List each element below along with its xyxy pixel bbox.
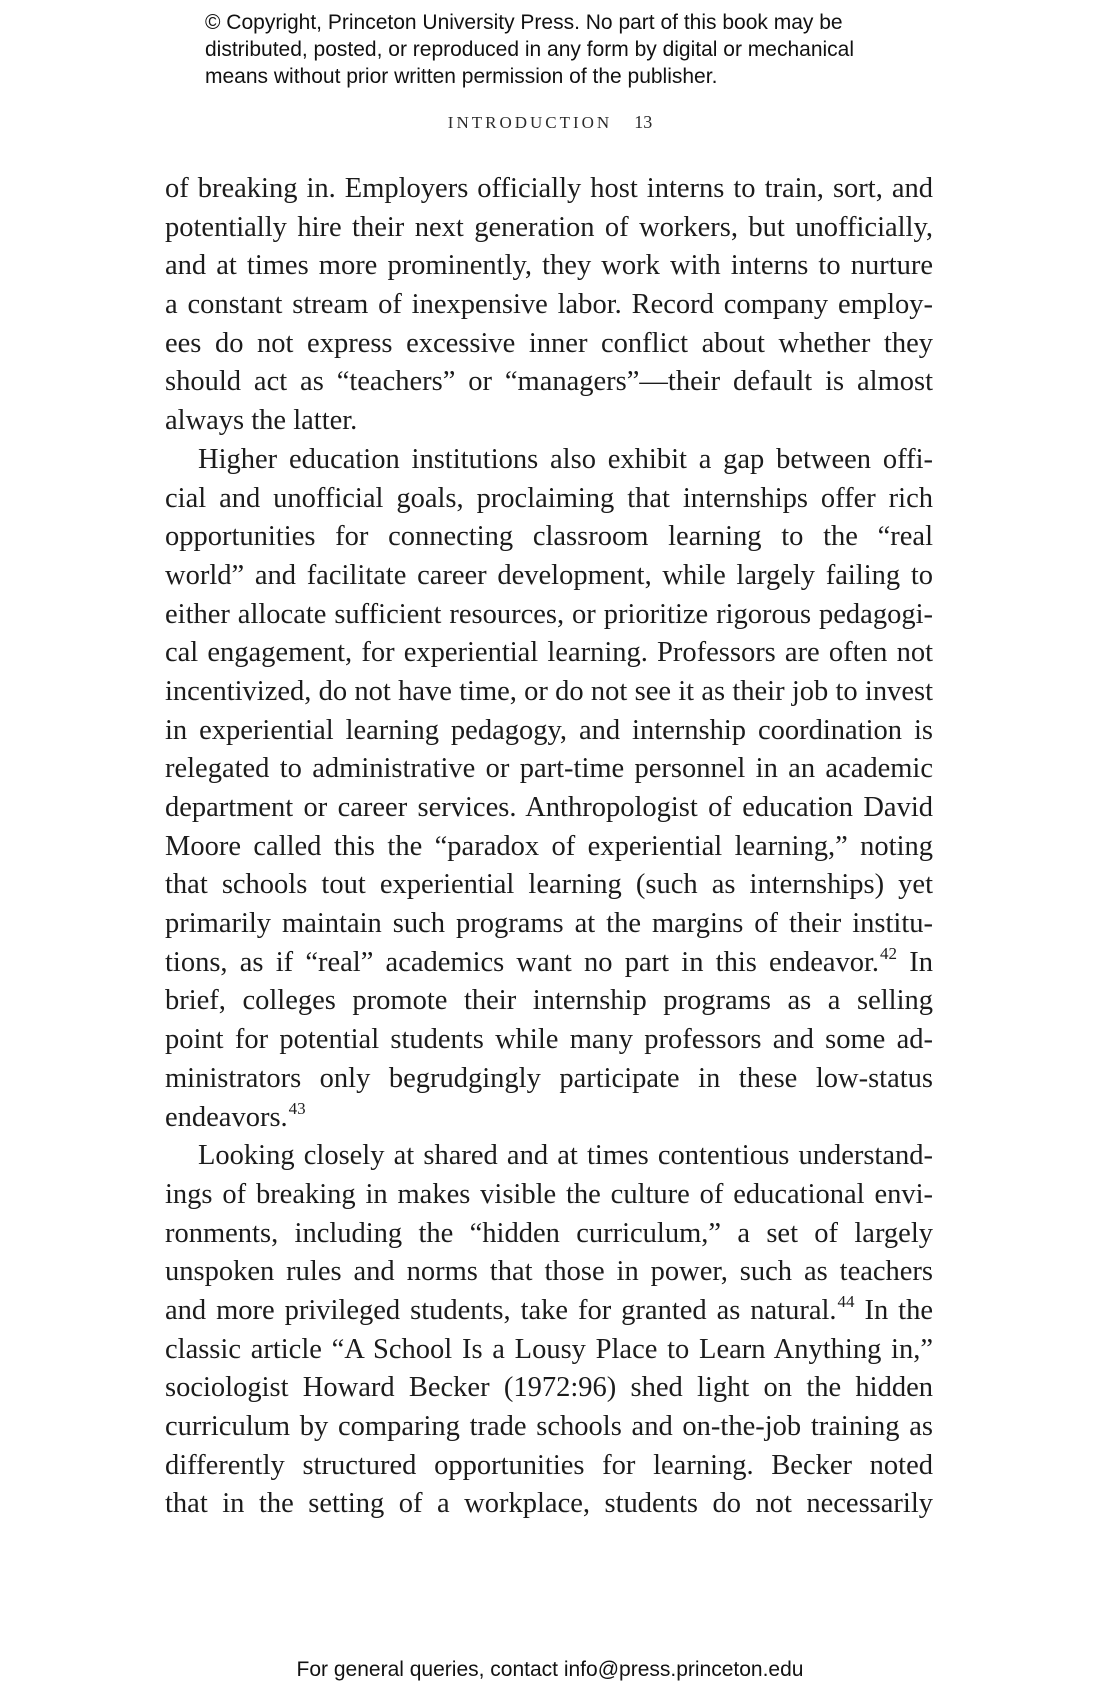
page-number: 13 — [634, 112, 653, 132]
text-line: sociologist Howard Becker (1972:96) shed light on the hidden — [165, 1372, 933, 1404]
text-line: relegated to administrative or part-time personnel in an academic — [165, 753, 933, 785]
text-line: opportunities for connecting classroom learning to the “real — [165, 521, 933, 553]
text-line-with-footnote — [165, 1099, 933, 1138]
text-line: incentivized, do not have time, or do not see it as their job to invest — [165, 675, 933, 707]
text-line: unspoken rules and norms that those in power, such as teachers — [165, 1256, 933, 1288]
text-line: Moore called this the “paradox of experiential learning,” noting — [165, 830, 933, 862]
paragraph-start-line: Higher education institutions also exhibit a gap between offi- — [198, 443, 933, 475]
copyright-notice — [205, 9, 925, 90]
text-line: either allocate sufficient resources, or prioritize rigorous pedagogi- — [165, 598, 933, 630]
section-title: INTRODUCTION — [447, 113, 613, 132]
text-line: world” and facilitate career development, while largely failing to — [165, 559, 933, 591]
footer-contact: For general queries, contact info@press.princeton.edu — [296, 1658, 804, 1681]
copyright-line: means without prior written permission of the publisher. — [205, 65, 718, 88]
text-line: ees do not express excessive inner conflict about whether they — [165, 327, 933, 359]
text-segment: tions, as if “real” academics want no part in this endeavor. — [165, 946, 880, 978]
text-line-with-footnote — [165, 944, 933, 983]
paragraph-start-line: Looking closely at shared and at times contentious understand- — [198, 1140, 933, 1172]
text-line: that schools tout experiential learning (such as internships) yet — [165, 869, 933, 901]
text-segment: In — [897, 946, 933, 978]
text-line: that in the setting of a workplace, students do not necessarily — [165, 1488, 933, 1520]
text-line: of breaking in. Employers officially host interns to train, sort, and — [165, 173, 933, 204]
text-line: and at times more prominently, they work with interns to nurture — [165, 250, 933, 282]
text-line: ministrators only begrudgingly participate in these low-status — [165, 1062, 933, 1094]
body-text — [165, 170, 933, 1524]
text-line: in experiential learning pedagogy, and internship coordination is — [165, 714, 933, 746]
text-segment: In the — [854, 1294, 934, 1326]
text-line: department or career services. Anthropologist of education David — [165, 792, 933, 823]
footnote-ref-43[interactable]: 43 — [288, 1098, 306, 1118]
text-line: potentially hire their next generation of workers, but unofficially, — [165, 211, 933, 243]
text-line: cial and unofficial goals, proclaiming that internships offer rich — [165, 482, 933, 514]
text-line: classic article “A School Is a Lousy Place to Learn Anything in,” — [165, 1333, 933, 1365]
footnote-ref-44[interactable]: 44 — [837, 1291, 855, 1311]
footnote-ref-42[interactable]: 42 — [880, 943, 898, 963]
copyright-line: © Copyright, Princeton University Press. No part of this book may be — [205, 11, 843, 34]
text-segment: and more privileged students, take for granted as natural. — [165, 1294, 837, 1326]
text-line: point for potential students while many professors and some ad- — [165, 1024, 933, 1056]
text-line: ronments, including the “hidden curriculum,” a set of largely — [165, 1217, 933, 1249]
running-head — [0, 112, 1100, 133]
text-line: curriculum by comparing trade schools and on-the-job training as — [165, 1411, 933, 1442]
text-line: primarily maintain such programs at the margins of their institu- — [165, 908, 933, 940]
text-line: ings of breaking in makes visible the culture of educational envi- — [165, 1178, 933, 1210]
text-line: differently structured opportunities for learning. Becker noted — [165, 1449, 933, 1481]
text-line-with-footnote — [165, 1292, 933, 1331]
text-line: should act as “teachers” or “managers”—their default is almost — [165, 366, 933, 398]
text-line: brief, colleges promote their internship programs as a selling — [165, 985, 933, 1017]
text-segment: endeavors. — [165, 1101, 288, 1133]
text-line: a constant stream of inexpensive labor. Record company employ- — [165, 289, 933, 321]
text-line: always the latter. — [165, 405, 358, 437]
copyright-line: distributed, posted, or reproduced in any form by digital or mechanical — [205, 38, 855, 61]
text-line: cal engagement, for experiential learning. Professors are often not — [165, 637, 933, 669]
